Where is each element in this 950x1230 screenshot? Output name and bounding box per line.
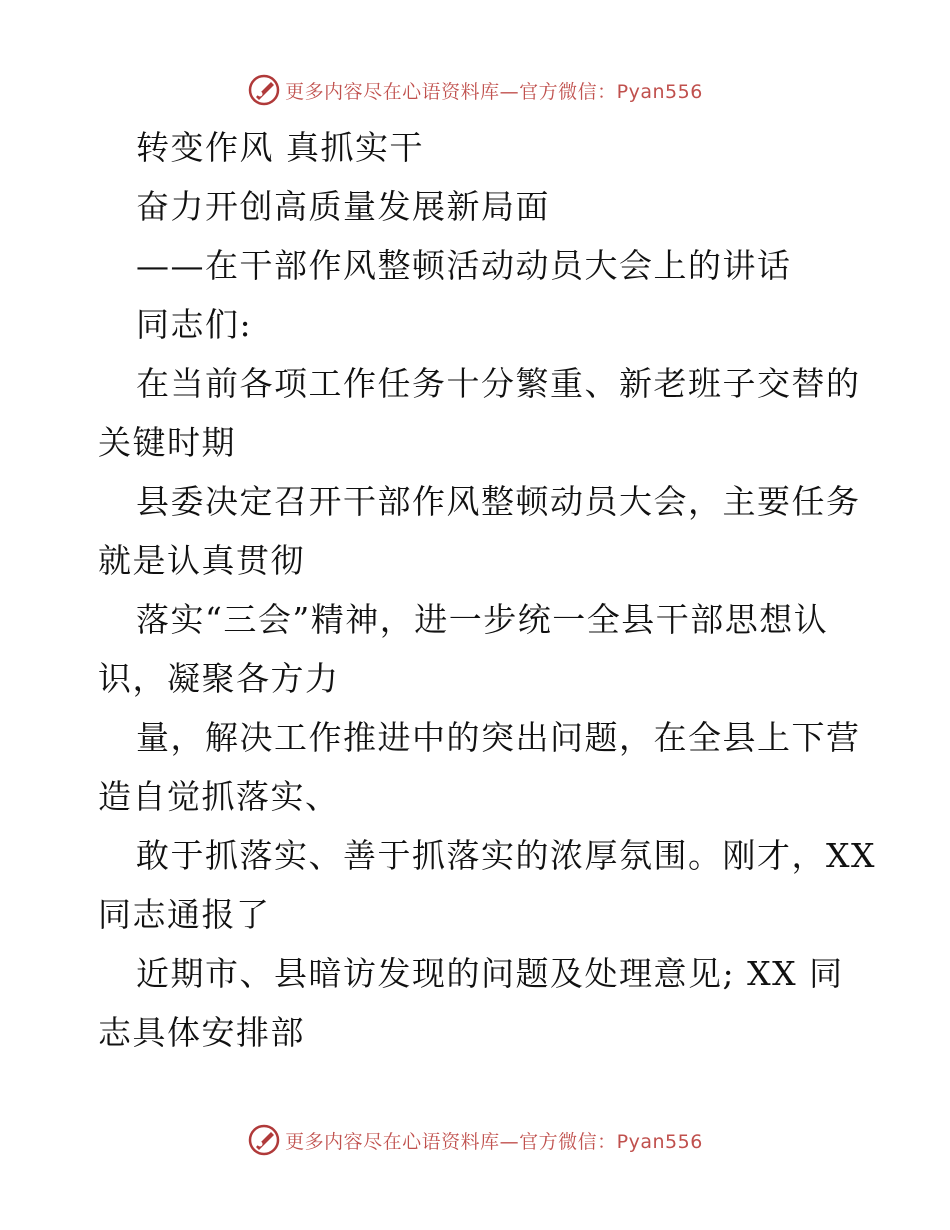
paragraph-line: 量，解决工作推进中的突出问题，在全县上下营 bbox=[136, 718, 861, 757]
title-line-1: 转变作风 真抓实干 bbox=[136, 128, 424, 167]
logo-icon bbox=[247, 73, 281, 107]
paragraph-line: 关键时期 bbox=[98, 423, 236, 462]
paragraph-line: 县委决定召开干部作风整顿动员大会，主要任务 bbox=[136, 482, 861, 521]
paragraph-line: 志具体安排部 bbox=[98, 1013, 305, 1052]
subtitle-line: ——在干部作风整顿活动动员大会上的讲话 bbox=[136, 246, 792, 285]
paragraph-line: 造自觉抓落实、 bbox=[98, 777, 340, 816]
header-watermark bbox=[0, 70, 950, 110]
title-line-2: 奋力开创高质量发展新局面 bbox=[136, 187, 550, 226]
paragraph-line: 识，凝聚各方力 bbox=[98, 659, 340, 698]
paragraph-line: 落实“三会”精神，进一步统一全县干部思想认 bbox=[136, 600, 829, 639]
paragraph-line: 敢于抓落实、善于抓落实的浓厚氛围。刚才，XX bbox=[136, 836, 876, 875]
document-body bbox=[98, 118, 876, 1062]
footer-watermark bbox=[0, 1120, 950, 1160]
watermark-text: 更多内容尽在心语资料库—官方微信：Pyan556 bbox=[285, 1130, 703, 1153]
watermark-text: 更多内容尽在心语资料库—官方微信：Pyan556 bbox=[285, 80, 703, 103]
paragraph-line: 同志通报了 bbox=[98, 895, 271, 934]
paragraph-line: 在当前各项工作任务十分繁重、新老班子交替的 bbox=[136, 364, 861, 403]
paragraph-line: 就是认真贯彻 bbox=[98, 541, 305, 580]
logo-icon bbox=[247, 1123, 281, 1157]
paragraph-line: 近期市、县暗访发现的问题及处理意见; XX 同 bbox=[136, 954, 844, 993]
salutation-line: 同志们: bbox=[136, 305, 253, 344]
